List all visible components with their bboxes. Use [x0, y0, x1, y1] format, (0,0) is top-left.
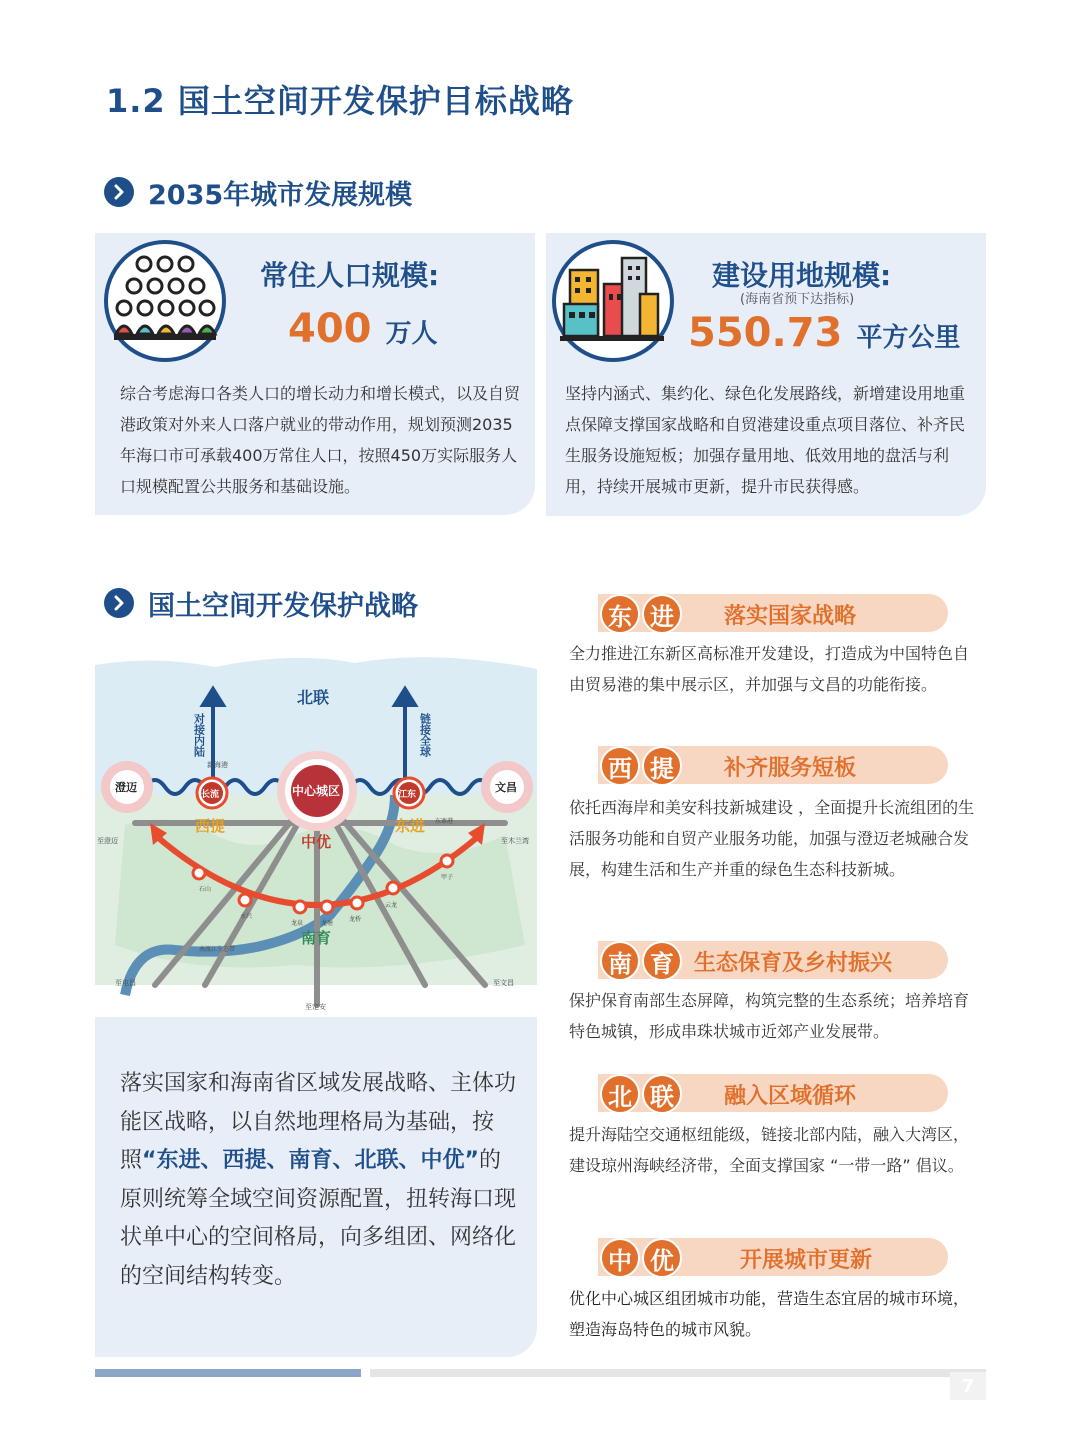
people-icon [104, 240, 226, 362]
map-node-changliu: 长流 [201, 790, 220, 800]
tag-char: 提 [642, 746, 682, 786]
land-description: 坚持内涵式、集约化、绿色化发展路线，新增建设用地重点保障支撑国家战略和自贸港建设重点项目落位、补齐民生服务设施短板；加强存量用地、低效用地的盘活与利用，持续开展城市更新，提升市民获得感。 [565, 384, 966, 496]
summary-part1: 落实国家和海南省区域发展战略、主体功能区战略，以自然地理格局为基础，按照 [120, 1071, 517, 1173]
map-label-dongzhai: 东寨港 [435, 818, 454, 825]
tag-char: 东 [600, 594, 640, 634]
land-unit: 平方公里 [856, 323, 961, 353]
map-label-longquan: 龙泉 [291, 920, 304, 927]
chevron-right-icon [104, 588, 134, 618]
tag-char: 进 [642, 594, 682, 634]
tag-char: 中 [600, 1238, 640, 1278]
tag-char: 优 [642, 1238, 682, 1278]
strategy-title-beilian: 融入区域循环 [724, 1084, 857, 1109]
strategy-body-zhongyou: 优化中心城区组团城市功能，营造生态宜居的城市环境，塑造海岛特色的城市风貌。 [569, 1289, 970, 1339]
strategy-tag-dongjin [600, 594, 682, 634]
map-label-global: 链接全球 [418, 713, 432, 757]
page-title: 1.2 国土空间开发保护目标战略 [106, 82, 574, 120]
strategy-summary-text [120, 1065, 520, 1296]
section-title: 2035年城市发展规模 [148, 179, 413, 211]
tag-char: 南 [600, 941, 640, 981]
land-value-row [688, 310, 960, 356]
strategy-title-nanyu: 生态保育及乡村振兴 [694, 951, 893, 976]
buildings-icon [552, 240, 674, 362]
map-label-to-wenchang: 至文昌 [493, 979, 514, 987]
strategy-body-nanyu: 保护保育南部生态屏障，构筑完整的生态系统；培养培育特色城镇，形成串珠状城市近郊产业发展带。 [569, 991, 970, 1041]
summary-highlight: “东进、西提、南育、北联、中优” [142, 1148, 479, 1173]
strategy-tag-beilian [600, 1074, 682, 1114]
tag-char: 北 [600, 1074, 640, 1114]
strategy-map [95, 645, 537, 1017]
strategy-title-zhongyou: 开展城市更新 [740, 1248, 873, 1273]
strategy-tag-xiti [600, 746, 682, 786]
strategy-body-dongjin: 全力推进江东新区高标准开发建设，打造成为中国特色自由贸易港的集中展示区，并加强与文昌的功能衔接。 [569, 644, 970, 694]
tag-char: 育 [642, 941, 682, 981]
strategy-title-dongjin: 落实国家战略 [724, 604, 857, 629]
map-label-inland: 对接内陆 [192, 713, 206, 757]
map-node-wenchang: 文昌 [495, 781, 517, 794]
strategy-tag-zhongyou [600, 1238, 682, 1278]
map-label-nanyu: 南育 [301, 929, 332, 947]
section-heading-scale [104, 172, 412, 212]
strategy-body-xiti: 依托西海岸和美安科技新城建设 ，全面提升长流组团的生活服务功能和自贸产业服务功能，加强与澄迈老城融合发展，构建生活和生产并重的绿色生态科技新城。 [569, 798, 975, 879]
map-label-eco-belt: 南渡江生态带 [199, 946, 236, 953]
page-number: 7 [950, 1372, 986, 1400]
strategy-title-xiti: 补齐服务短板 [724, 756, 857, 781]
map-label-to-chengmai: 至澄迈 [97, 837, 118, 845]
tag-char: 联 [642, 1074, 682, 1114]
map-label-to-dingan: 至定安 [305, 1003, 326, 1011]
population-label: 常住人口规模: [260, 259, 440, 292]
strategy-tag-nanyu [600, 941, 682, 981]
section-title: 国土空间开发保护战略 [148, 590, 418, 622]
population-unit: 万人 [385, 319, 438, 349]
map-label-xiti: 西提 [195, 817, 226, 835]
population-value-row [288, 306, 438, 352]
section-heading-strategy [104, 583, 418, 623]
map-label-to-tunchang: 至屯昌 [115, 979, 136, 987]
footer-bar [370, 1369, 986, 1377]
population-description: 综合考虑海口各类人口的增长动力和增长模式，以及自贸港政策对外来人口落户就业的带动作用，规划预测2035年海口市可承载400万常住人口，按照450万实际服务人口规模配置公共服务和基础设施。 [120, 384, 521, 496]
map-label-yongxing: 永兴 [240, 913, 253, 920]
chevron-right-icon [104, 177, 134, 207]
map-label-zhongyou: 中优 [301, 833, 332, 851]
tag-char: 西 [600, 746, 640, 786]
map-node-jiangdong: 江东 [398, 790, 417, 800]
footer-bar-accent [95, 1369, 361, 1377]
map-label-to-mulan: 至木兰湾 [501, 837, 529, 845]
map-label-longtang: 龙塘 [321, 920, 334, 927]
map-label-dongjin: 东进 [395, 817, 426, 835]
map-label-shishan: 石山 [199, 886, 212, 893]
map-label-north: 北联 [297, 688, 330, 707]
map-label-xinhai: 新海港 [207, 761, 228, 769]
map-label-yunlong: 云龙 [385, 902, 398, 909]
map-label-jiazi: 甲子 [441, 874, 454, 881]
summary-part2: 的原则统筹全域空间资源配置，扭转海口现状单中心的空间格局，向多组团、网络化的空间结构转变。 [120, 1148, 517, 1289]
land-label: 建设用地规模: [712, 259, 892, 292]
map-node-chengmai: 澄迈 [115, 781, 137, 794]
strategy-body-beilian: 提升海陆空交通枢纽能级，链接北部内陆，融入大湾区，建设琼州海峡经济带，全面支撑国家 “一带一路” 倡议。 [569, 1125, 970, 1175]
land-note: (海南省预下达指标) [740, 292, 855, 307]
map-center-label: 中心城区 [292, 784, 341, 798]
land-value: 550.73 [688, 310, 843, 356]
map-label-longqiao: 龙桥 [349, 916, 362, 923]
population-value: 400 [288, 306, 372, 352]
